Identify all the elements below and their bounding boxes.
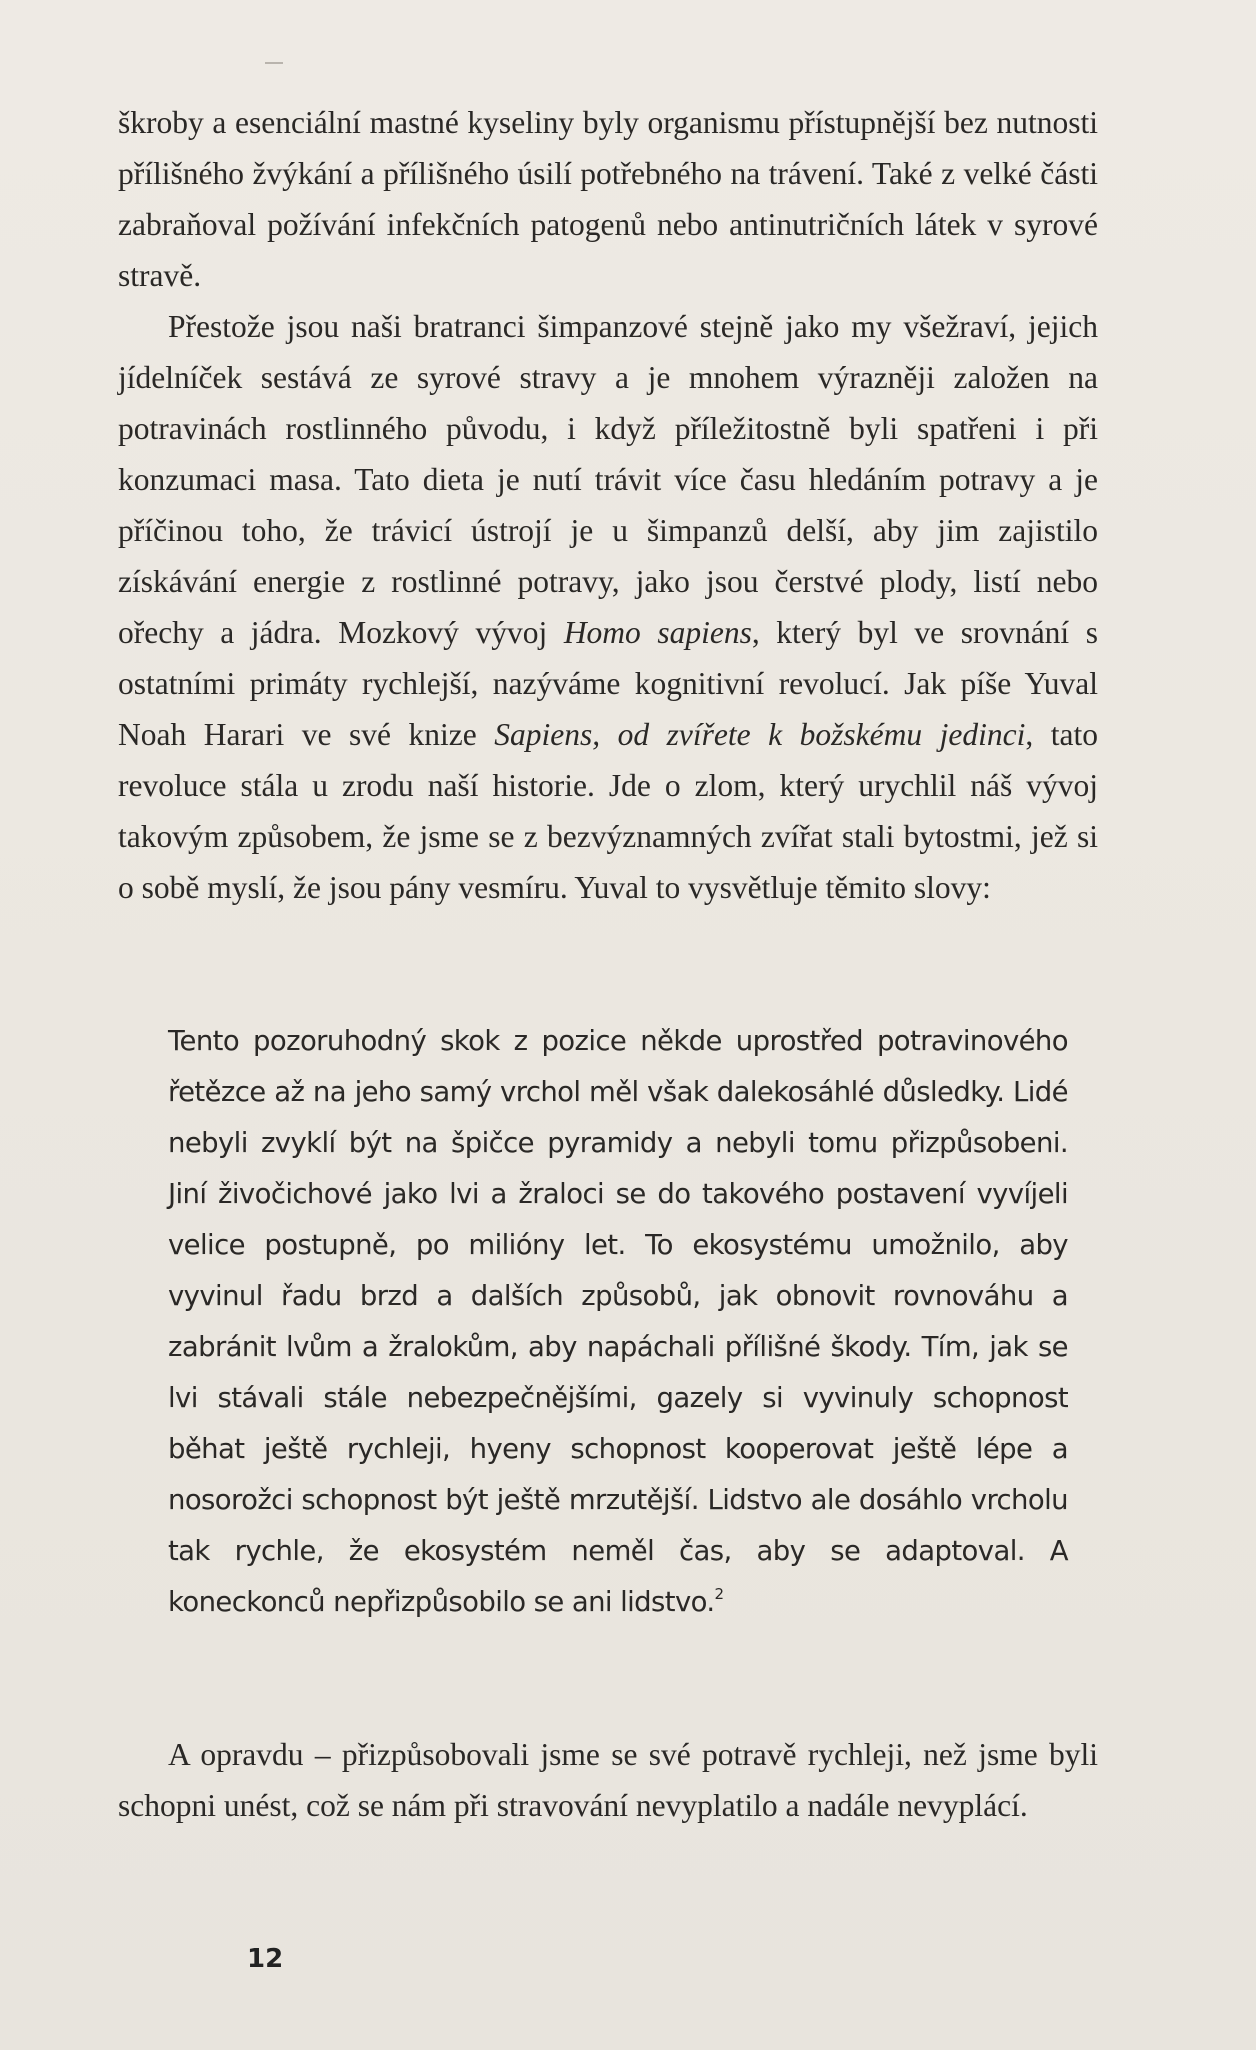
quote-text: Tento pozoruhodný skok z pozice někde uprostřed potravinového řetězce až na jeho samý vrchol měl však dalekosáhlé důsledky. Lidé nebyli zvyklí být na špičce pyramidy a nebyli tomu přizpůsobeni. Jiní živočichové jako lvi a žraloci se do takového postavení vyvíjeli velice postupně, po milióny let. To ekosystému umožnilo, aby vyvinul řadu brzd a dalších způsobů, jak obnovit rovnováhu a zabránit lvům a žralokům, aby napáchali přílišné škody. Tím, jak se lvi stávali stále nebezpečnějšími, gazely si vyvinuly schopnost běhat ještě rychleji, hyeny schopnost kooperovat ještě lépe a nosorožci schopnost být ještě mrzutější. Lidstvo ale dosáhlo vrcholu tak rychle, že ekosystém neměl čas, aby se adaptoval. A koneckonců nepřizpůsobilo se ani lidstvo. — [168, 1025, 1068, 1618]
book-title: Sapiens, od zvířete k božskému jedinci — [494, 717, 1026, 752]
paragraph-text: Přestože jsou naši bratranci šimpanzové stejně jako my všežraví, jejich jídelníček sestává ze syrové stravy a je mnohem výrazněji založen na potravinách rostlinného původu, i když příležitostně byli spatřeni i při konzumaci masa. Tato dieta je nutí trávit více času hledáním potravy a je příčinou toho, že trávicí ústrojí je u šimpanzů delší, aby jim zajistilo získávání energie z rostlinné potravy, jako jsou čerstvé plody, listí nebo ořechy a jádra. Mozkový vývoj — [118, 309, 1098, 650]
paragraph-text: , který byl ve srovnání s ostatními primáty rychlejší, nazýváme kognitivní revolucí. Jak píše Yuval Noah Harari ve své knize — [118, 615, 1098, 752]
page-number: 12 — [247, 1944, 284, 1974]
block-quote — [168, 1016, 1068, 1628]
species-name: Homo sapiens — [563, 615, 752, 650]
paragraph-chimpanzees — [118, 301, 1098, 913]
paragraph-continued: škroby a esenciální mastné kyseliny byly organismu přístupnější bez nutnosti přílišného žvýkání a přílišného úsilí potřebného na trávení. Také z velké části zabraňoval požívání infekčních patogenů nebo antinutričních látek v syrové stravě. — [118, 105, 1098, 293]
printing-mark — [265, 62, 283, 64]
footnote-reference: 2 — [714, 1585, 724, 1603]
paragraph-text: , tato revoluce stála u zrodu naší historie. Jde o zlom, který urychlil náš vývoj takovým způsobem, že jsme se z bezvýznamných zvířat stali bytostmi, jež si o sobě myslí, že jsou pány vesmíru. Yuval to vysvětluje těmito slovy: — [118, 717, 1098, 905]
paragraph-closing: A opravdu – přizpůsobovali jsme se své potravě rychleji, než jsme byli schopni unést, což se nám při stravování nevyplatilo a nadále nevyplácí. — [118, 1737, 1098, 1823]
